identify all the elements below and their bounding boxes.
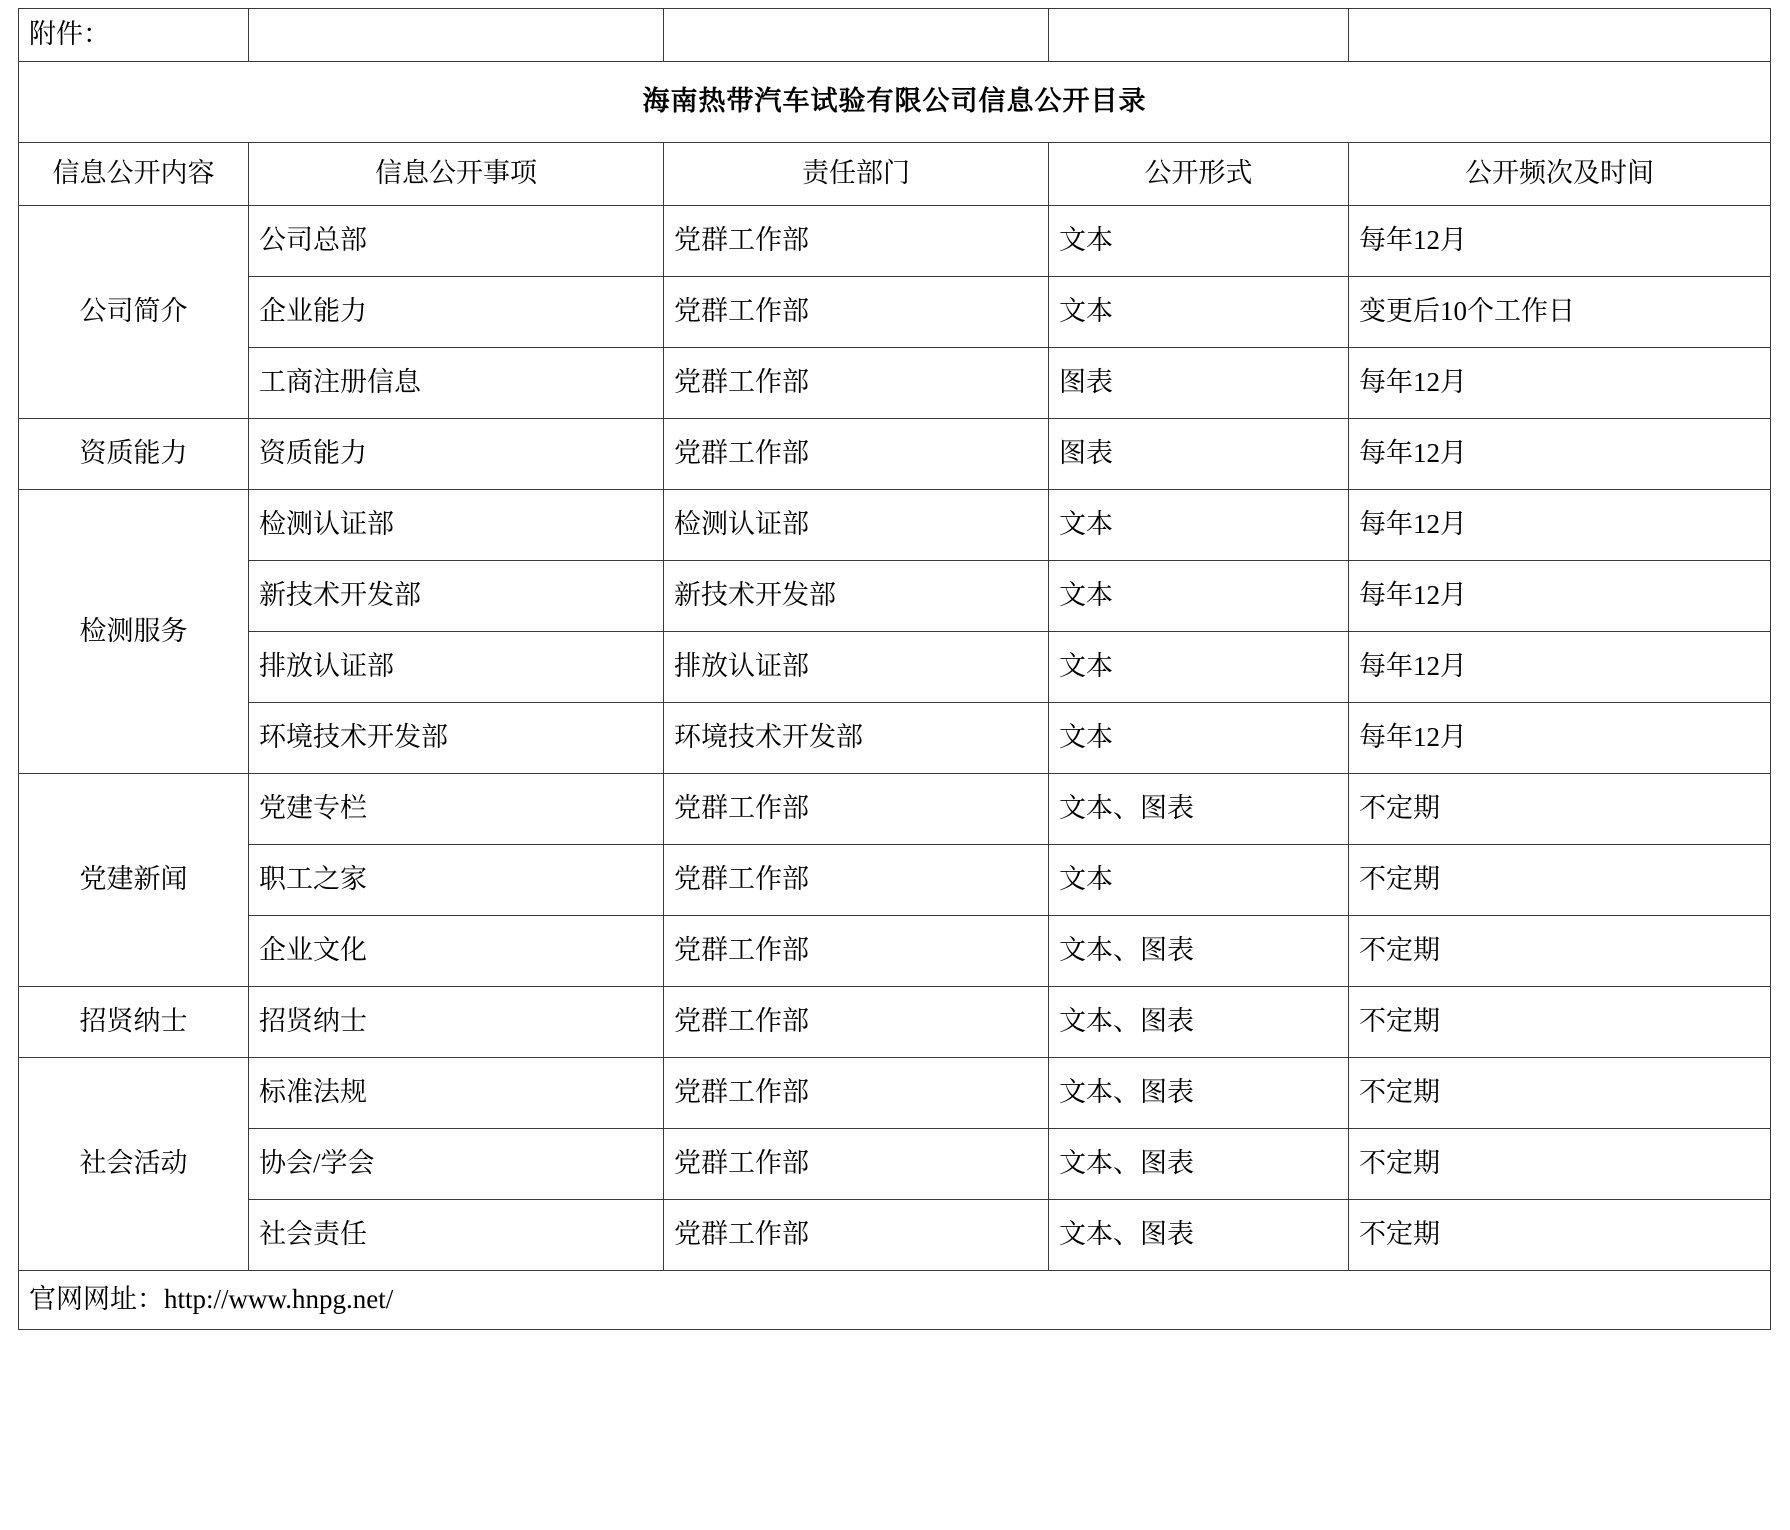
cell-form: 文本 [1049, 845, 1349, 916]
cell-form: 文本 [1049, 632, 1349, 703]
group-label: 招贤纳士 [19, 987, 249, 1058]
cell-item: 环境技术开发部 [249, 703, 664, 774]
cell-item: 社会责任 [249, 1200, 664, 1271]
column-header-item: 信息公开事项 [249, 143, 664, 206]
cell-item: 资质能力 [249, 419, 664, 490]
table-row [19, 206, 1771, 277]
cell-department: 党群工作部 [664, 845, 1049, 916]
cell-form: 文本 [1049, 703, 1349, 774]
attachment-label: 附件： [19, 9, 249, 62]
cell-department: 党群工作部 [664, 1058, 1049, 1129]
cell-department: 党群工作部 [664, 419, 1049, 490]
cell-frequency: 每年12月 [1349, 561, 1771, 632]
cell-form: 文本 [1049, 277, 1349, 348]
column-header-form: 公开形式 [1049, 143, 1349, 206]
cell-department: 党群工作部 [664, 774, 1049, 845]
cell-department: 党群工作部 [664, 206, 1049, 277]
table-row [19, 916, 1771, 987]
cell-item: 企业能力 [249, 277, 664, 348]
cell-frequency: 不定期 [1349, 1129, 1771, 1200]
table-row [19, 1058, 1771, 1129]
cell-item: 招贤纳士 [249, 987, 664, 1058]
group-label: 党建新闻 [19, 774, 249, 987]
cell-department: 党群工作部 [664, 348, 1049, 419]
table-row [19, 774, 1771, 845]
cell-item: 工商注册信息 [249, 348, 664, 419]
cell-department: 党群工作部 [664, 277, 1049, 348]
cell-department: 党群工作部 [664, 1200, 1049, 1271]
cell-item: 新技术开发部 [249, 561, 664, 632]
cell-frequency: 不定期 [1349, 1200, 1771, 1271]
attachment-row [19, 9, 1771, 62]
cell-item: 党建专栏 [249, 774, 664, 845]
table-body [19, 9, 1771, 1330]
attachment-blank-cell-1 [249, 9, 664, 62]
cell-item: 公司总部 [249, 206, 664, 277]
attachment-blank-cell-2 [664, 9, 1049, 62]
table-row [19, 490, 1771, 561]
cell-department: 环境技术开发部 [664, 703, 1049, 774]
cell-frequency: 每年12月 [1349, 348, 1771, 419]
document-title: 海南热带汽车试验有限公司信息公开目录 [19, 62, 1771, 143]
column-header-content: 信息公开内容 [19, 143, 249, 206]
table-row [19, 348, 1771, 419]
cell-form: 文本、图表 [1049, 916, 1349, 987]
table-row [19, 561, 1771, 632]
table-row [19, 419, 1771, 490]
cell-form: 图表 [1049, 419, 1349, 490]
cell-department: 排放认证部 [664, 632, 1049, 703]
cell-form: 文本 [1049, 490, 1349, 561]
cell-frequency: 不定期 [1349, 987, 1771, 1058]
cell-frequency: 每年12月 [1349, 632, 1771, 703]
information-disclosure-table [18, 8, 1771, 1330]
table-row [19, 703, 1771, 774]
table-row [19, 632, 1771, 703]
cell-item: 企业文化 [249, 916, 664, 987]
table-row [19, 277, 1771, 348]
cell-form: 文本、图表 [1049, 1129, 1349, 1200]
cell-department: 党群工作部 [664, 916, 1049, 987]
cell-item: 排放认证部 [249, 632, 664, 703]
cell-frequency: 变更后10个工作日 [1349, 277, 1771, 348]
column-header-department: 责任部门 [664, 143, 1049, 206]
cell-item: 标准法规 [249, 1058, 664, 1129]
cell-frequency: 不定期 [1349, 774, 1771, 845]
table-row [19, 1200, 1771, 1271]
cell-form: 文本 [1049, 206, 1349, 277]
cell-form: 文本、图表 [1049, 1058, 1349, 1129]
group-label: 社会活动 [19, 1058, 249, 1271]
cell-item: 检测认证部 [249, 490, 664, 561]
cell-form: 文本、图表 [1049, 987, 1349, 1058]
cell-frequency: 不定期 [1349, 845, 1771, 916]
group-label: 公司简介 [19, 206, 249, 419]
attachment-blank-cell-3 [1049, 9, 1349, 62]
table-row [19, 1129, 1771, 1200]
cell-form: 文本、图表 [1049, 774, 1349, 845]
cell-form: 文本、图表 [1049, 1200, 1349, 1271]
official-website-note: 官网网址：http://www.hnpg.net/ [19, 1271, 1771, 1330]
cell-item: 职工之家 [249, 845, 664, 916]
column-header-frequency: 公开频次及时间 [1349, 143, 1771, 206]
cell-frequency: 不定期 [1349, 916, 1771, 987]
cell-frequency: 每年12月 [1349, 703, 1771, 774]
table-row [19, 987, 1771, 1058]
cell-frequency: 每年12月 [1349, 419, 1771, 490]
title-row [19, 62, 1771, 143]
cell-frequency: 每年12月 [1349, 206, 1771, 277]
footer-row [19, 1271, 1771, 1330]
cell-frequency: 每年12月 [1349, 490, 1771, 561]
cell-department: 新技术开发部 [664, 561, 1049, 632]
attachment-blank-cell-4 [1349, 9, 1771, 62]
cell-form: 文本 [1049, 561, 1349, 632]
cell-form: 图表 [1049, 348, 1349, 419]
cell-frequency: 不定期 [1349, 1058, 1771, 1129]
cell-department: 党群工作部 [664, 987, 1049, 1058]
group-label: 检测服务 [19, 490, 249, 774]
table-row [19, 845, 1771, 916]
cell-department: 检测认证部 [664, 490, 1049, 561]
group-label: 资质能力 [19, 419, 249, 490]
cell-item: 协会/学会 [249, 1129, 664, 1200]
cell-department: 党群工作部 [664, 1129, 1049, 1200]
header-row [19, 143, 1771, 206]
